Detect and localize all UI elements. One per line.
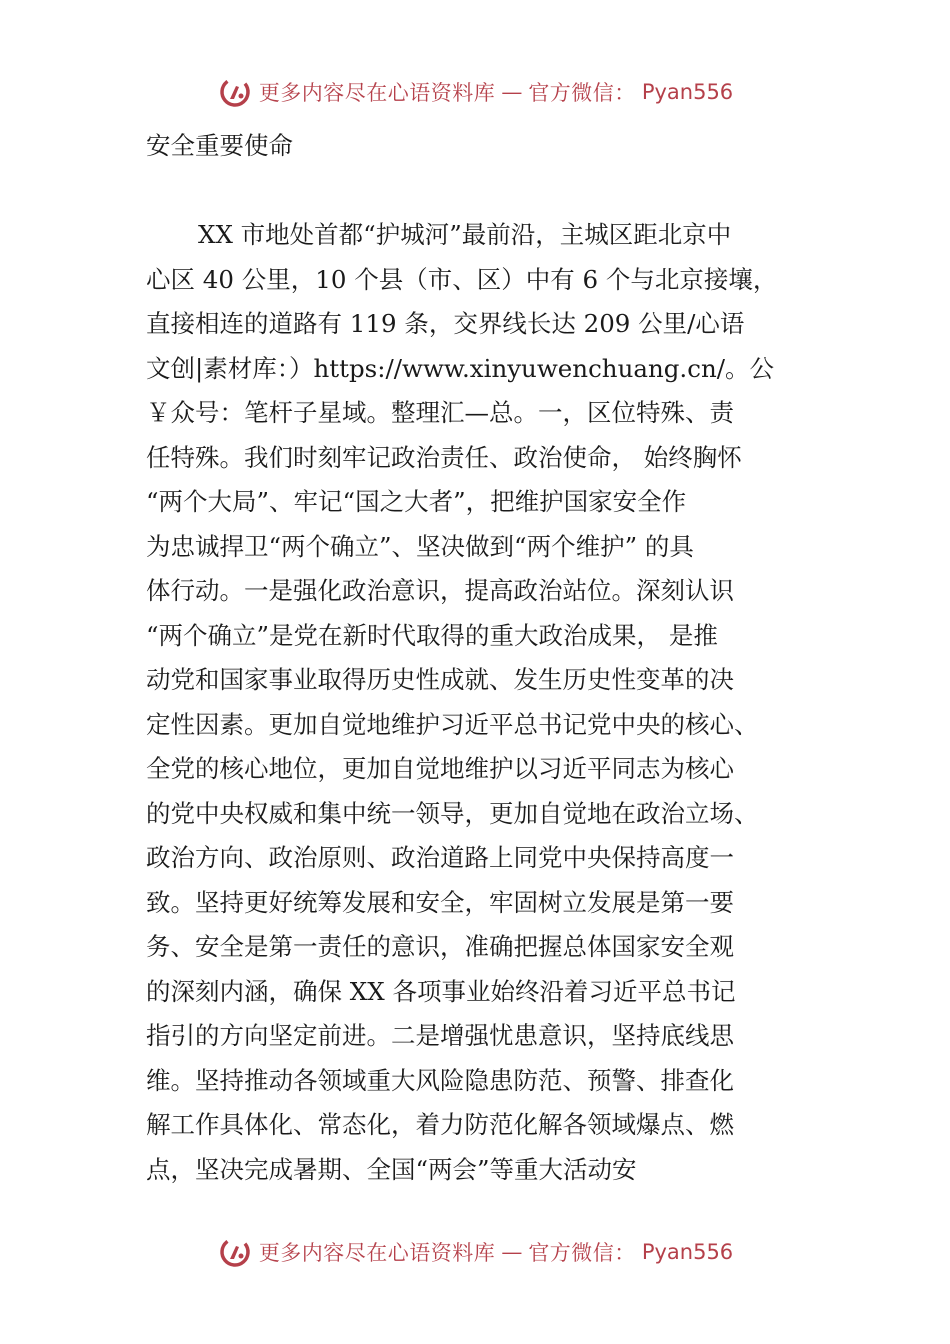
- text-line: “两个大局”、牢记“国之大者”，把维护国家安全作: [146, 487, 687, 516]
- text-line: ￥众号：笔杆子星域。整理汇—总。一，区位特殊、责: [146, 398, 734, 427]
- footer-banner-separator: —: [501, 1240, 523, 1264]
- text-line: 定性因素。更加自觉地维护习近平总书记党中央的核心、: [146, 709, 759, 739]
- footer-banner-main-text: 更多内容尽在心语资料库: [258, 1241, 496, 1265]
- text-line: 体行动。一是强化政治意识，提高政治站位。深刻认识: [146, 576, 734, 605]
- carry-over-line: [146, 124, 826, 169]
- text-line: “两个确立”是党在新时代取得的重大政治成果， 是推: [146, 620, 718, 650]
- header-banner-wechat-label: 官方微信：: [528, 81, 636, 105]
- text-line: 文创|素材库：）https://www.xinyuwenchuang.cn/。公: [146, 353, 774, 383]
- text-line: 致。坚持更好统筹发展和安全，牢固树立发展是第一要: [146, 887, 734, 917]
- text-line: 动党和国家事业取得历史性成就、发生历史性变革的决: [146, 665, 734, 694]
- text-line: 务、安全是第一责任的意识，准确把握总体国家安全观: [146, 932, 734, 961]
- text-line: 维。坚持推动各领域重大风险隐患防范、预警、排查化: [146, 1065, 734, 1095]
- body-paragraph: [146, 213, 826, 1192]
- text-line: 为忠诚捍卫“两个确立”、坚决做到“两个维护” 的具: [146, 531, 694, 561]
- header-watermark-banner: [0, 72, 950, 112]
- footer-banner-account: Pyan556: [641, 1240, 734, 1264]
- text-line: 的深刻内涵，确保 XX 各项事业始终沿着习近平总书记: [146, 976, 736, 1006]
- header-banner-main-text: 更多内容尽在心语资料库: [258, 81, 496, 105]
- text-line: XX 市地处首都“护城河”最前沿，主城区距北京中: [198, 220, 732, 249]
- text-line: 任特殊。我们时刻牢记政治责任、政治使命， 始终胸怀: [146, 442, 742, 472]
- header-banner-account: Pyan556: [641, 80, 734, 104]
- text-line: 政治方向、政治原则、政治道路上同党中央保持高度一: [146, 843, 734, 872]
- header-banner-separator: —: [501, 80, 523, 104]
- text-line: 解工作具体化、常态化，着力防范化解各领域爆点、燃: [146, 1110, 734, 1139]
- footer-banner-wechat-label: 官方微信：: [528, 1241, 636, 1265]
- brush-logo-icon: [217, 1234, 253, 1270]
- brush-logo-icon: [217, 74, 253, 110]
- text-line: 的党中央权威和集中统一领导，更加自觉地在政治立场、: [146, 798, 759, 828]
- text-line: 安全重要使命: [146, 131, 293, 160]
- text-line: 心区 40 公里，10 个县（市、区）中有 6 个与北京接壤，: [146, 264, 778, 294]
- text-line: 直接相连的道路有 119 条，交界线长达 209 公里/心语: [146, 309, 745, 338]
- footer-watermark-banner: [0, 1232, 950, 1272]
- text-line: 全党的核心地位，更加自觉地维护以习近平同志为核心: [146, 754, 734, 783]
- text-line: 点，坚决完成暑期、全国“两会”等重大活动安: [146, 1154, 637, 1184]
- text-line: 指引的方向坚定前进。二是增强忧患意识，坚持底线思: [146, 1021, 734, 1050]
